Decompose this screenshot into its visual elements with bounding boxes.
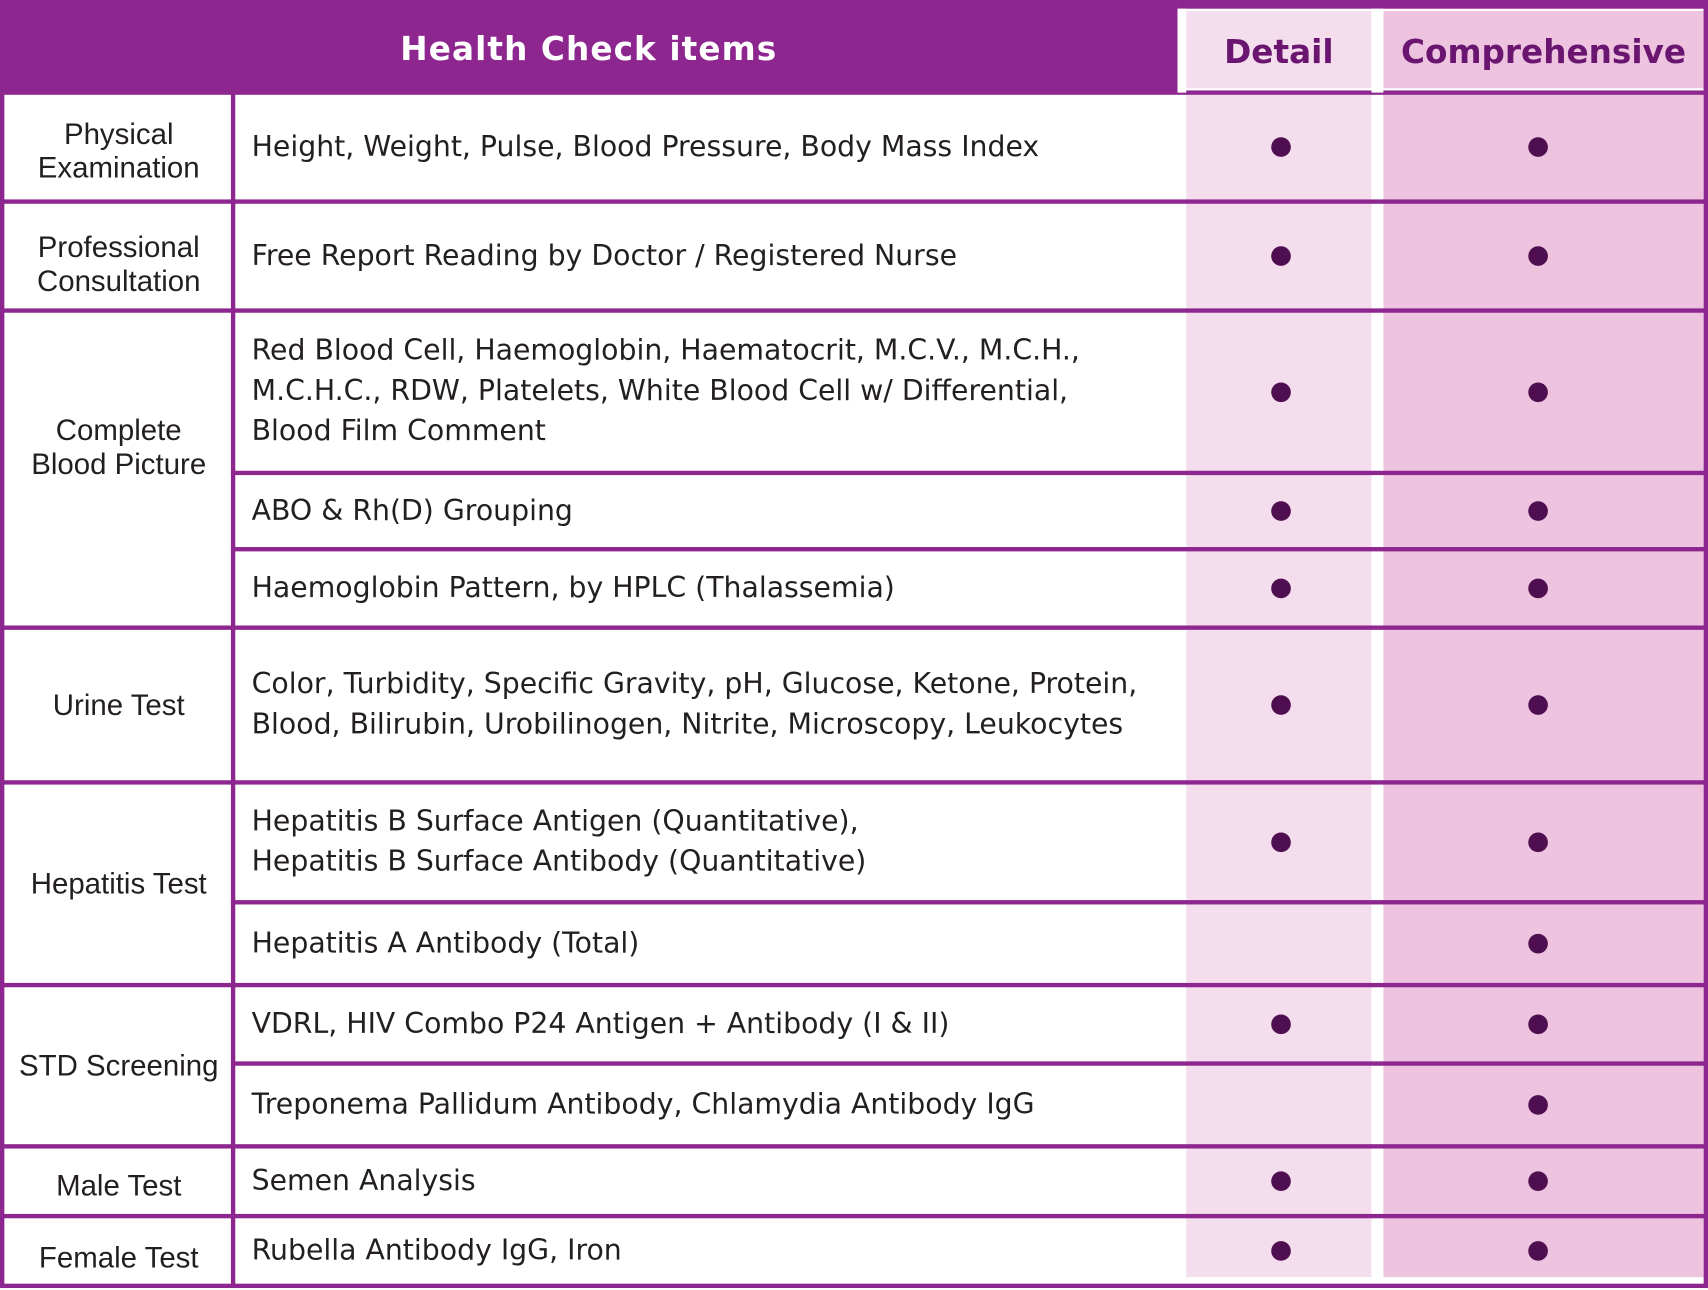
comprehensive-included-dot: [1528, 1171, 1548, 1191]
header-column-gap: [1371, 9, 1383, 93]
frame-bottom: [0, 1284, 1708, 1288]
category-label: Hepatitis Test: [30, 866, 207, 900]
detail-column-band: [1186, 93, 1371, 1278]
detail-included-dot: [1271, 833, 1291, 853]
frame-right: [1704, 0, 1708, 1288]
detail-included-dot: [1271, 137, 1291, 157]
comprehensive-included-dot: [1528, 695, 1548, 715]
row-item-text: ABO & Rh(D) Grouping: [251, 494, 573, 527]
category-label: Male Test: [56, 1168, 182, 1202]
row-item-text: Treponema Pallidum Antibody, Chlamydia Antibody IgG: [251, 1088, 1035, 1121]
comprehensive-included-dot: [1528, 1095, 1548, 1115]
comprehensive-included-dot: [1528, 382, 1548, 402]
detail-included-dot: [1271, 382, 1291, 402]
header-column-gap-left: [1178, 9, 1187, 93]
comprehensive-included-dot: [1528, 137, 1548, 157]
detail-included-dot: [1271, 695, 1291, 715]
comprehensive-included-dot: [1528, 1241, 1548, 1261]
comprehensive-included-dot: [1528, 833, 1548, 853]
row-item-text: Hepatitis B Surface Antigen (Quantitative), Hepatitis B Surface Antibody (Quantitative): [251, 805, 867, 879]
row-item-text: Hepatitis A Antibody (Total): [251, 926, 640, 960]
category-label: Physical Examination: [37, 117, 200, 185]
header-bar-top-edge: [1178, 0, 1708, 9]
row-item-text: Free Report Reading by Doctor / Registered Nurse: [251, 239, 958, 272]
row-item-text: Haemoglobin Pattern, by HPLC (Thalassemia): [251, 571, 895, 605]
row-item-text: Color, Turbidity, Specific Gravity, pH, Glucose, Ketone, Protein, Blood, Bilirubin, Urobilinogen, Nitrite, Microscopy, Leukocytes: [251, 667, 1138, 741]
comprehensive-included-dot: [1528, 1015, 1548, 1035]
detail-included-dot: [1271, 1171, 1291, 1191]
column-header-detail: Detail: [1224, 33, 1334, 72]
category-label: Complete Blood Picture: [31, 413, 207, 481]
category-label: Female Test: [38, 1240, 199, 1274]
detail-included-dot: [1271, 1241, 1291, 1261]
column-header-comprehensive: Comprehensive: [1401, 33, 1687, 72]
row-item-text: VDRL, HIV Combo P24 Antigen + Antibody (I & II): [251, 1007, 950, 1041]
detail-included-dot: [1271, 579, 1291, 599]
comprehensive-included-dot: [1528, 501, 1548, 521]
detail-included-dot: [1271, 501, 1291, 521]
comprehensive-included-dot: [1528, 579, 1548, 599]
comprehensive-included-dot: [1528, 246, 1548, 266]
row-item-text: Semen Analysis: [251, 1164, 476, 1198]
table-title: Health Check items: [400, 30, 778, 69]
comprehensive-included-dot: [1528, 934, 1548, 954]
category-label: Professional Consultation: [36, 231, 201, 298]
detail-included-dot: [1271, 246, 1291, 266]
category-label: STD Screening: [19, 1048, 219, 1082]
detail-included-dot: [1271, 1015, 1291, 1035]
row-item-text: Red Blood Cell, Haemoglobin, Haematocrit, M.C.V., M.C.H., M.C.H.C., RDW, Platelets, White Blood Cell w/ Differential, Blood Film Comment: [251, 334, 1080, 448]
row-item-text: Height, Weight, Pulse, Blood Pressure, Body Mass Index: [251, 130, 1040, 163]
category-label: Urine Test: [52, 688, 185, 721]
row-item-text: Rubella Antibody IgG, Iron: [251, 1234, 622, 1267]
